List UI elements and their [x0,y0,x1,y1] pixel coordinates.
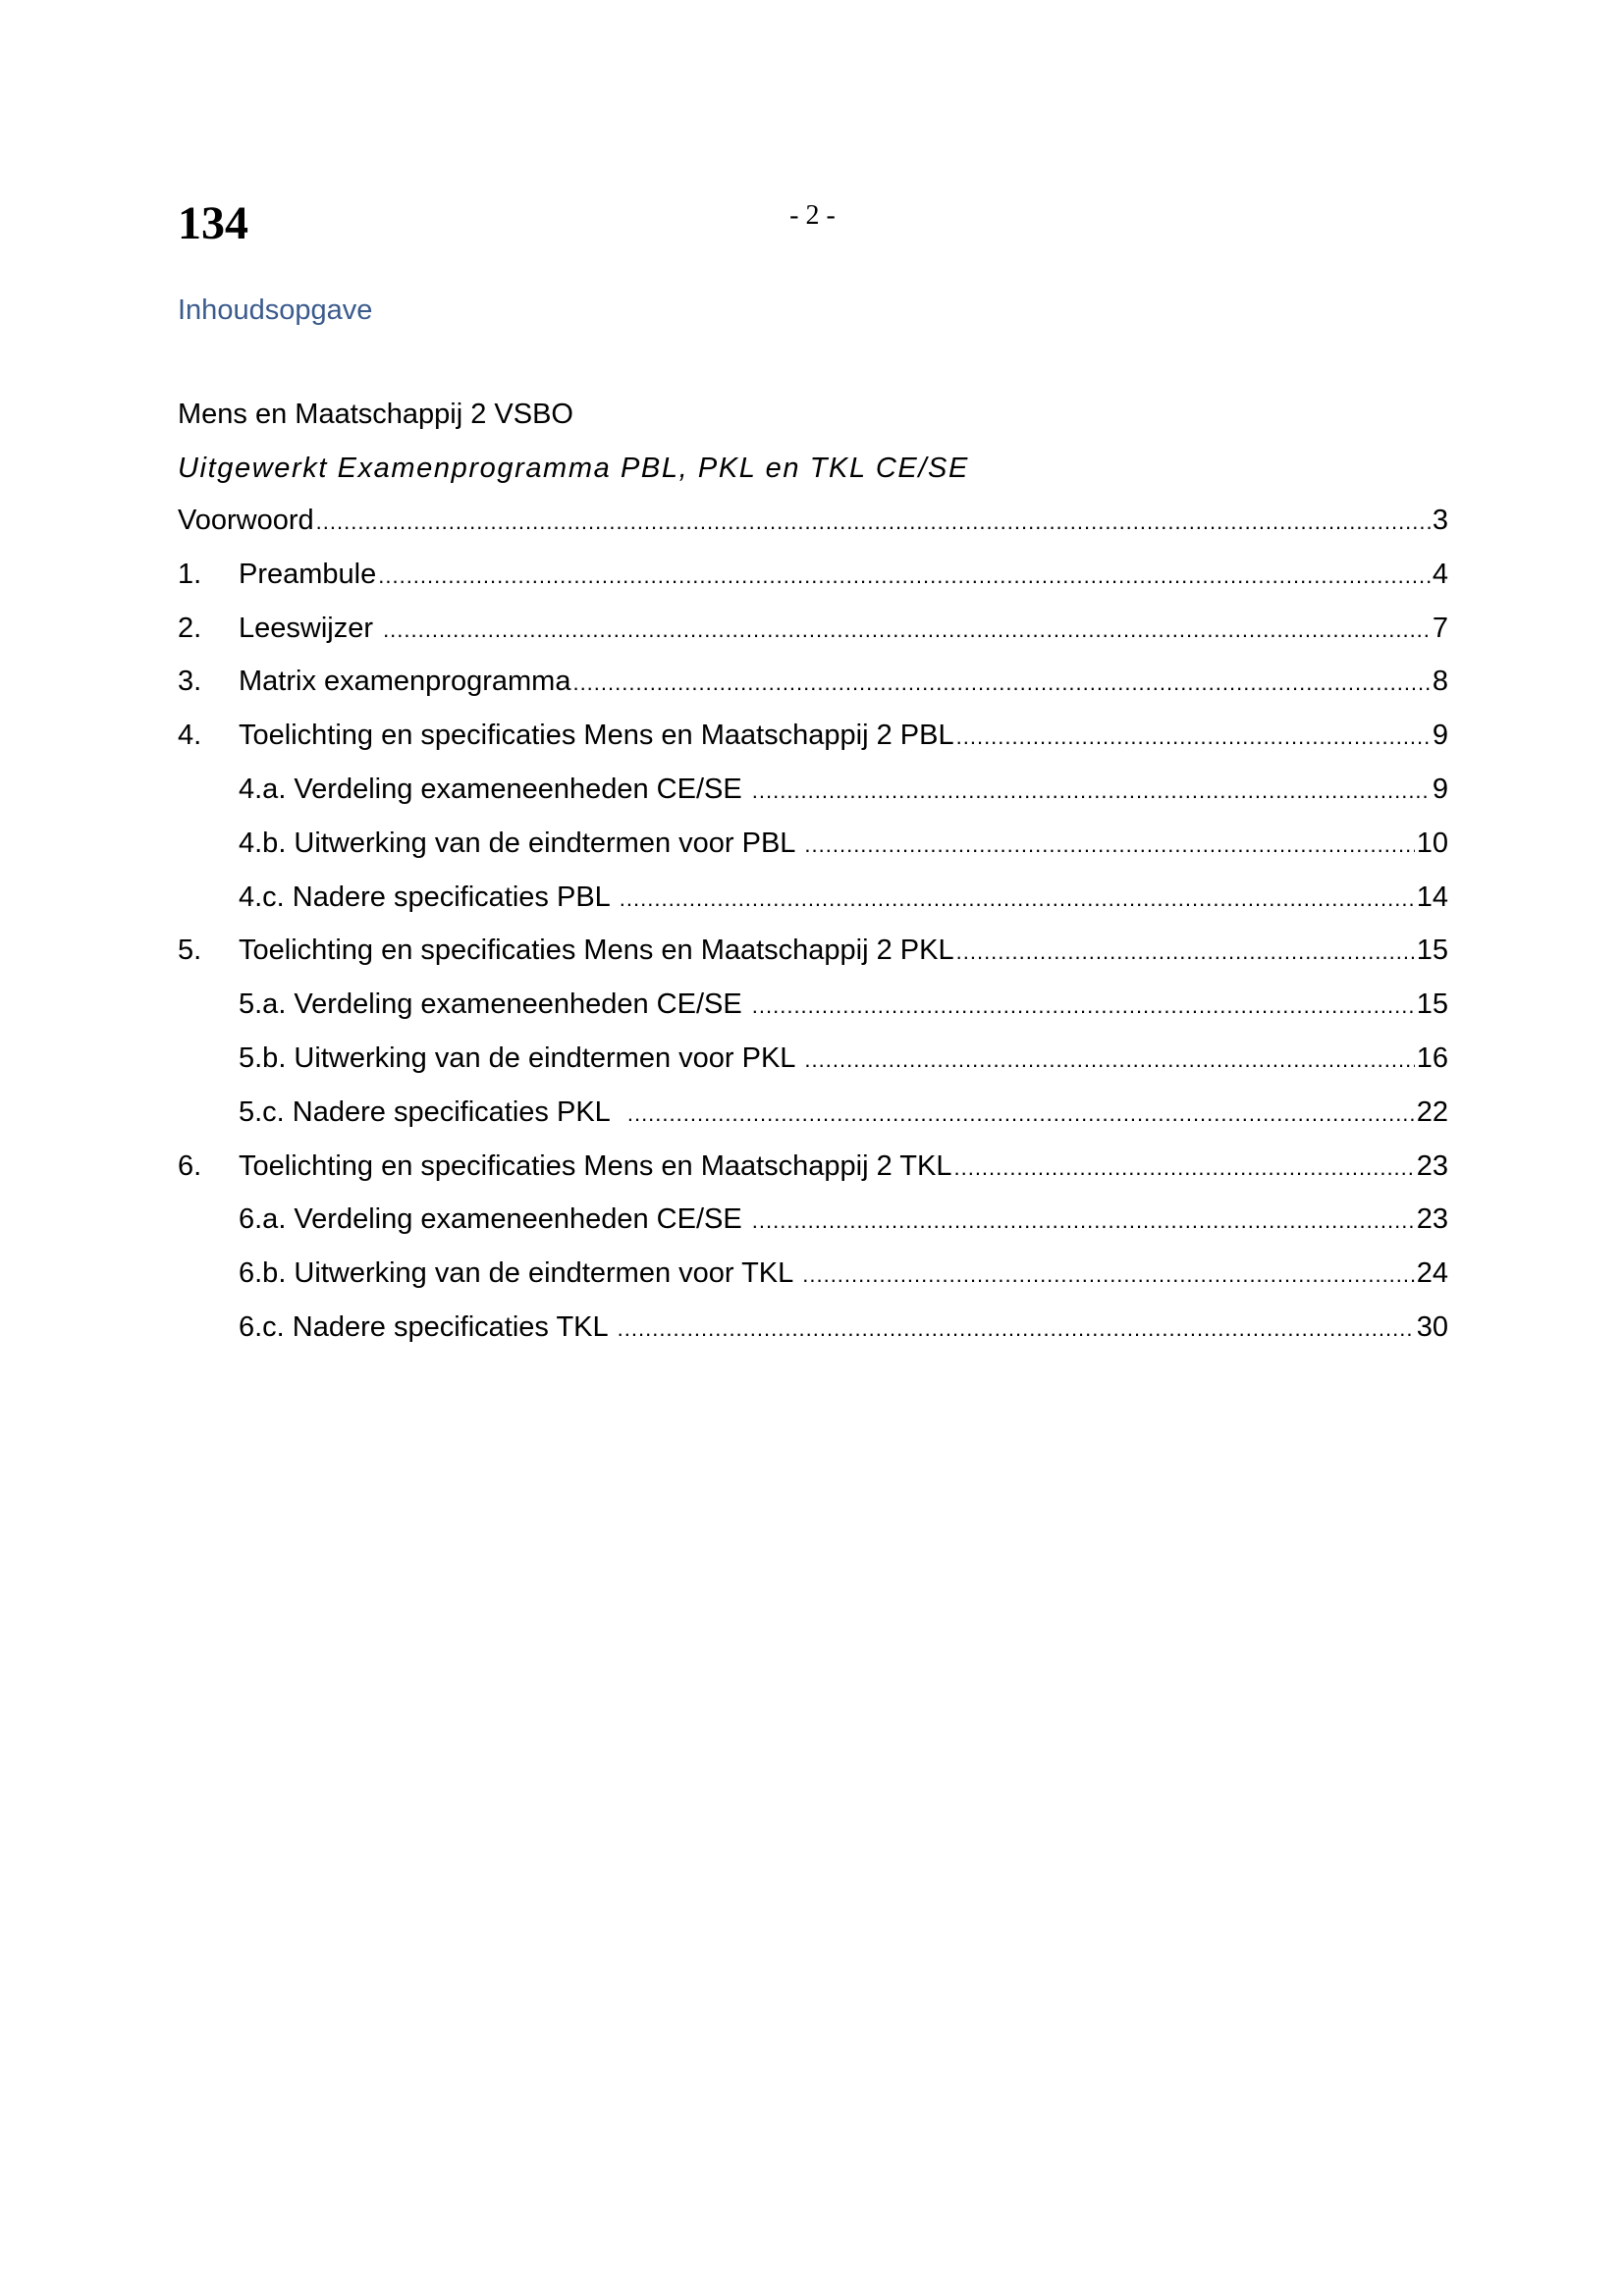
toc-entry-page[interactable]: 15 [1416,988,1448,1021]
toc-dot-leader [956,934,1415,970]
toc-dot-leader [953,1150,1414,1186]
toc-entry[interactable] [178,1255,1448,1309]
toc-entry-page[interactable]: 7 [1432,612,1448,644]
toc-entry-title[interactable]: 4.c. Nadere specificaties PBL [239,881,618,913]
toc-entry-number: 2. [178,612,202,644]
toc-entry-page[interactable]: 23 [1416,1149,1448,1182]
toc-entry-title[interactable]: 6.b. Uitwerking van de eindtermen voor TKL [239,1257,801,1290]
toc-dot-leader [572,666,1430,701]
toc-entry-title[interactable]: 4.b. Uitwerking van de eindtermen voor PBL [239,827,803,859]
toc-dot-leader [627,1096,1415,1132]
toc-entry[interactable] [178,503,1448,557]
toc-entry-title[interactable]: 5.b. Uitwerking van de eindtermen voor PKL [239,1041,803,1074]
toc-entry-page[interactable]: 10 [1416,827,1448,859]
document-subtitle: Uitgewerkt Examenprogramma PBL, PKL en TKL CE/SE [178,453,969,484]
toc-entry-page[interactable]: 4 [1432,558,1448,590]
toc-entry-page[interactable]: 14 [1416,881,1448,913]
toc-entry-page[interactable]: 8 [1432,666,1448,698]
page-marker: - 2 - [789,200,836,231]
toc-entry-title[interactable]: 5.c. Nadere specificaties PKL [239,1095,625,1128]
toc-entry[interactable] [178,1148,1448,1202]
toc-dot-leader [804,1042,1414,1078]
toc-entry[interactable] [178,933,1448,987]
toc-entry-number: 5. [178,934,202,967]
toc-entry-number: 1. [178,558,202,590]
toc-entry-number: 6. [178,1149,202,1182]
toc-entry[interactable] [178,826,1448,880]
toc-dot-leader [752,988,1415,1024]
toc-dot-leader [804,828,1414,863]
toc-entry-title[interactable]: 4.a. Verdeling exameneenheden CE/SE [239,773,750,805]
toc-entry[interactable] [178,987,1448,1041]
toc-entry-title[interactable]: Preambule [239,558,377,590]
toc-entry[interactable] [178,880,1448,934]
toc-entry[interactable] [178,1041,1448,1095]
toc-entry-page[interactable]: 24 [1416,1257,1448,1290]
toc-entry[interactable] [178,611,1448,665]
toc-dot-leader [620,881,1415,917]
toc-dot-leader [752,774,1431,809]
toc-entry[interactable] [178,1095,1448,1148]
toc-entry[interactable] [178,1201,1448,1255]
toc-dot-leader [383,613,1431,648]
toc-entry-title[interactable]: Toelichting en specificaties Mens en Maatschappij 2 TKL [239,1149,952,1182]
toc-entry-page[interactable]: 16 [1416,1041,1448,1074]
toc-entry[interactable] [178,1309,1448,1363]
toc-entry-number: 4. [178,720,202,752]
toc-entry-page[interactable]: 22 [1416,1095,1448,1128]
document-number: 134 [178,197,248,249]
toc-dot-leader [316,505,1431,540]
toc-dot-leader [956,720,1431,755]
toc-entry[interactable] [178,772,1448,826]
toc-entry-title[interactable]: 6.c. Nadere specificaties TKL [239,1310,616,1343]
toc-entry[interactable] [178,557,1448,611]
toc-dot-leader [378,559,1431,594]
toc-entry-title[interactable]: 6.a. Verdeling exameneenheden CE/SE [239,1203,750,1236]
toc-entry-title[interactable]: Toelichting en specificaties Mens en Maatschappij 2 PKL [239,934,954,967]
table-of-contents [178,503,1448,1363]
toc-heading: Inhoudsopgave [178,294,373,326]
toc-entry-title[interactable]: Voorwoord [178,505,314,536]
toc-entry-title[interactable]: 5.a. Verdeling exameneenheden CE/SE [239,988,750,1021]
toc-entry-page[interactable]: 9 [1432,720,1448,752]
toc-entry[interactable] [178,718,1448,772]
toc-entry-title[interactable]: Toelichting en specificaties Mens en Maatschappij 2 PBL [239,720,954,752]
toc-entry-title[interactable]: Leeswijzer [239,612,382,644]
toc-entry-page[interactable]: 30 [1416,1310,1448,1343]
toc-entry-page[interactable]: 3 [1432,505,1448,536]
document-title: Mens en Maatschappij 2 VSBO [178,399,573,430]
toc-entry-page[interactable]: 15 [1416,934,1448,967]
toc-entry-title[interactable]: Matrix examenprogramma [239,666,571,698]
toc-entry-page[interactable]: 9 [1432,773,1448,805]
toc-entry[interactable] [178,664,1448,718]
toc-entry-number: 3. [178,666,202,698]
toc-entry-page[interactable]: 23 [1416,1203,1448,1236]
toc-dot-leader [618,1311,1415,1347]
toc-dot-leader [752,1203,1415,1239]
toc-dot-leader [802,1257,1414,1293]
